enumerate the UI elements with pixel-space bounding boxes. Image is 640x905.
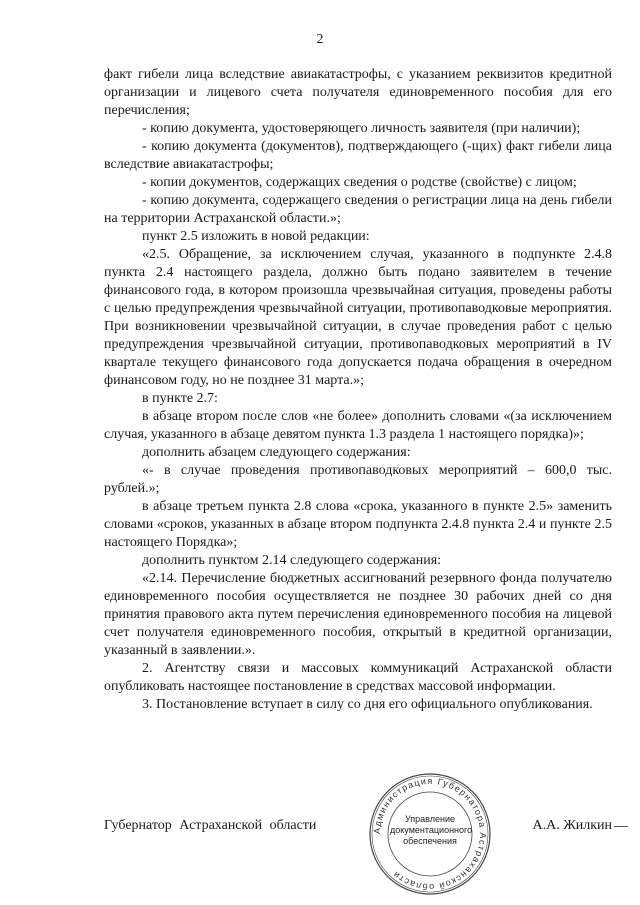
stamp-line: документационного xyxy=(390,825,473,835)
paragraph: - копию документа (документов), подтверждающего (-щих) факт гибели лица вследствие авиакатастрофы; xyxy=(104,139,612,172)
paragraph: в абзаце втором после слов «не более» дополнить словами «(за исключением случая, указанного в абзаце девятом пункта 1.3 раздела 1 настоящего порядка)»; xyxy=(104,409,612,442)
paragraph: дополнить пунктом 2.14 следующего содержания: xyxy=(142,553,442,568)
margin-mark xyxy=(614,826,628,827)
paragraph: 3. Постановление вступает в силу со дня его официального опубликования. xyxy=(142,697,593,712)
paragraph: факт гибели лица вследствие авиакатастрофы, с указанием реквизитов кредитной организации и лицевого счета получателя единовременного пособия для его перечисления; xyxy=(104,67,612,118)
paragraph: - копию документа, удостоверяющего личность заявителя (при наличии); xyxy=(142,121,581,136)
paragraph: «2.14. Перечисление бюджетных ассигнований резервного фонда получателю единовременного пособия осуществляется не позднее 30 рабочих дней со дня принятия правового акта путем перечисления единовременного пособия на лицевой счет получателя единовременного пособия, открытый в кредитной организации, указанный в заявлении.». xyxy=(104,571,612,658)
paragraph: 2. Агентству связи и массовых коммуникаций Астраханской области опубликовать настоящее постановление в средствах массовой информации. xyxy=(104,661,612,694)
page-number: 2 xyxy=(316,32,324,47)
paragraph: пункт 2.5 изложить в новой редакции: xyxy=(142,229,370,244)
paragraph: дополнить абзацем следующего содержания: xyxy=(142,445,411,460)
document-body xyxy=(104,66,612,714)
signatory-title: Губернатор Астраханской области xyxy=(104,818,317,833)
signatory-name: А.А. Жилкин xyxy=(532,818,612,833)
official-stamp xyxy=(368,772,492,896)
paragraph: «- в случае проведения противопаводковых мероприятий – 600,0 тыс. рублей.»; xyxy=(104,463,612,496)
paragraph: «2.5. Обращение, за исключением случая, указанного в подпункте 2.4.8 пункта 2.4 настоящего раздела, должно быть подано заявителем в течение финансового года, в котором произошла чрезвычайная ситуация, проведены работы с целью предупреждения чрезвычайной ситуации, противопаводковые мероприятия. При возникновении чрезвычайной ситуации, в случае проведения работ с целью предупреждения чрезвычайной ситуации, противопаводковых мероприятий в IV квартале текущего финансового года допускается подача обращения в очередном финансовом году, но не позднее 31 марта.»; xyxy=(104,247,612,388)
stamp-line: Управление xyxy=(404,814,456,824)
stamp-line: обеспечения xyxy=(403,836,457,846)
stamp-ring-text: Администрация Губернатора Астраханской области xyxy=(371,775,489,893)
stamp-center-text xyxy=(390,814,473,847)
paragraph: в пункте 2.7: xyxy=(142,391,218,406)
paragraph: - копии документов, содержащих сведения о родстве (свойстве) с лицом; xyxy=(142,175,577,190)
paragraph: в абзаце третьем пункта 2.8 слова «срока, указанного в пункте 2.5» заменить словами «сроков, указанных в абзаце втором подпункта 2.4.8 пункта 2.4 и пункте 2.5 настоящего Порядка»; xyxy=(104,499,612,550)
paragraph: - копию документа, содержащего сведения о регистрации лица на день гибели на территории Астраханской области.»; xyxy=(104,193,612,226)
